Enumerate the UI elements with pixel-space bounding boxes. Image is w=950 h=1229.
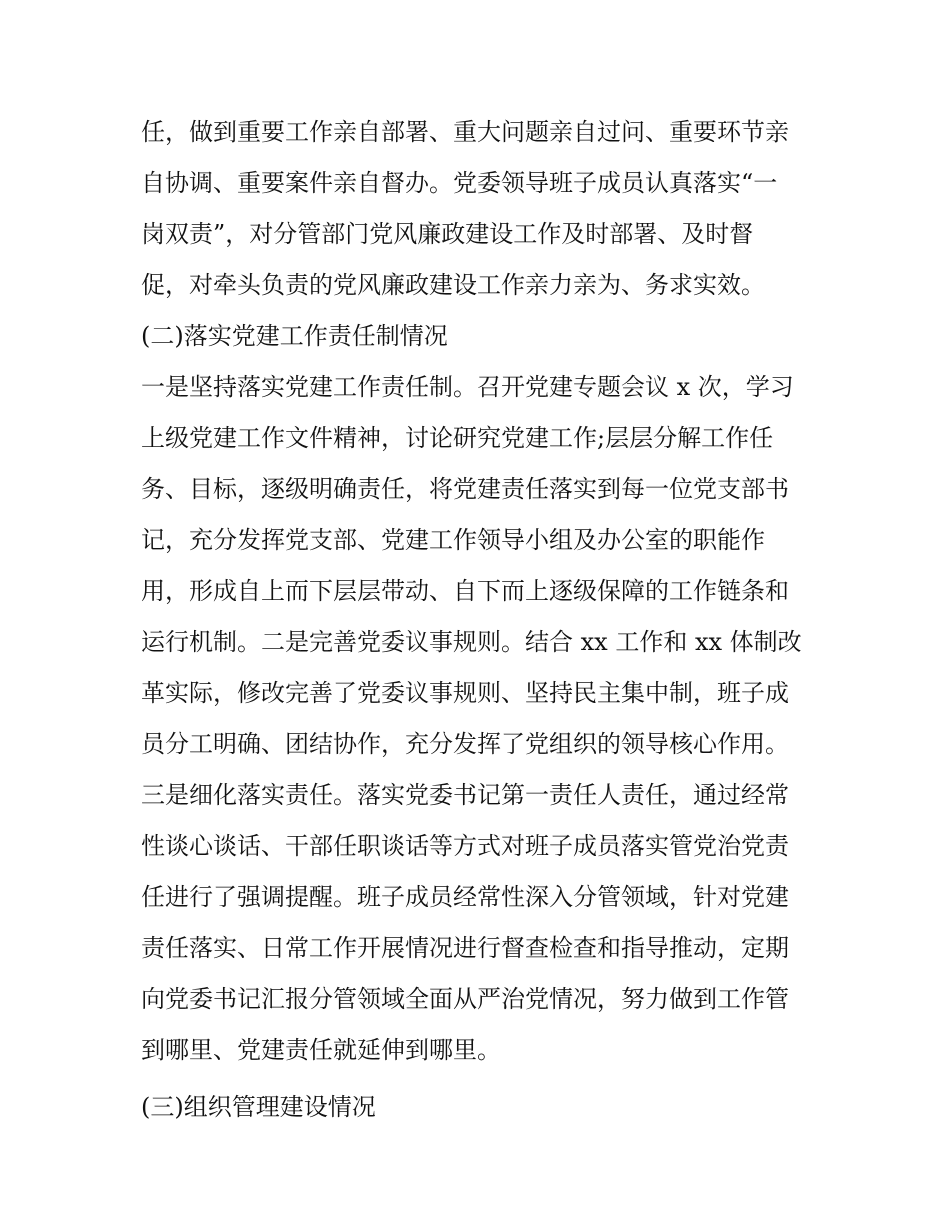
text-line: 性谈心谈话、干部任职谈话等方式对班子成员落实管党治党责	[141, 832, 789, 860]
text-line: 自协调、重要案件亲自督办。党委领导班子成员认真落实“一	[141, 169, 778, 197]
text-line: 革实际，修改完善了党委议事规则、坚持民主集中制，班子成	[141, 679, 789, 707]
document-body	[141, 107, 821, 1133]
text-line: 岗双责”，对分管部门党风廉政建设工作及时部署、及时督	[141, 220, 754, 248]
text-line: 任进行了强调提醒。班子成员经常性深入分管领域，针对党建	[141, 883, 789, 911]
text-line: 向党委书记汇报分管领域全面从严治党情况，努力做到工作管	[141, 985, 789, 1013]
text-line: 用，形成自上而下层层带动、自下而上逐级保障的工作链条和	[141, 577, 789, 605]
text-line: 三是细化落实责任。落实党委书记第一责任人责任，通过经常	[141, 781, 789, 809]
text-line: 责任落实、日常工作开展情况进行督查检查和指导推动，定期	[141, 934, 789, 962]
text-line: 促，对牵头负责的党风廉政建设工作亲力亲为、务求实效。	[141, 271, 765, 299]
section-heading: (二)落实党建工作责任制情况	[141, 322, 448, 350]
text-line: 一是坚持落实党建工作责任制。召开党建专题会议 x 次，学习	[141, 373, 794, 401]
text-line: 记，充分发挥党支部、党建工作领导小组及办公室的职能作	[141, 526, 765, 554]
text-line: 上级党建工作文件精神，讨论研究党建工作;层层分解工作任	[141, 424, 774, 452]
text-line: 任，做到重要工作亲自部署、重大问题亲自过问、重要环节亲	[141, 118, 789, 146]
text-line: 务、目标，逐级明确责任，将党建责任落实到每一位党支部书	[141, 475, 789, 503]
section-heading: (三)组织管理建设情况	[141, 1093, 376, 1121]
text-line: 到哪里、党建责任就延伸到哪里。	[141, 1036, 501, 1064]
text-line: 运行机制。二是完善党委议事规则。结合 xx 工作和 xx 体制改	[141, 628, 802, 656]
text-line: 员分工明确、团结协作，充分发挥了党组织的领导核心作用。	[141, 730, 789, 758]
